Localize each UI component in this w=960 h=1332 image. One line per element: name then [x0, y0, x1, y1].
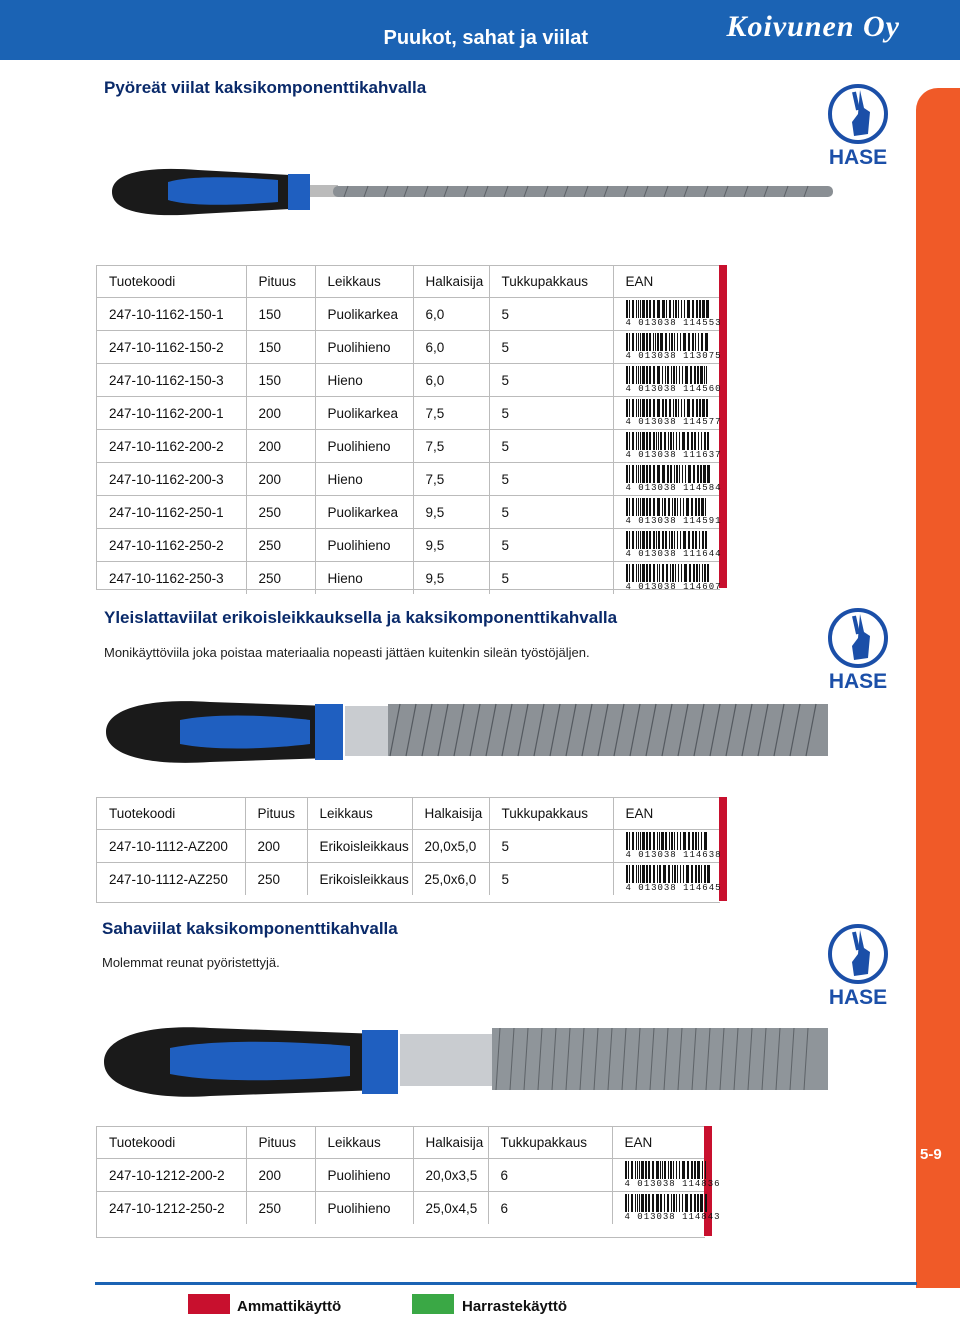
cell-product-code: 247-10-1162-150-3	[97, 364, 246, 397]
col-ean: EAN	[624, 1134, 653, 1150]
ean-number: 4 013038 114836	[624, 1179, 721, 1189]
ean-number: 4 013038 114607	[625, 582, 722, 592]
cell-length: 200	[245, 830, 307, 863]
table-row	[97, 830, 719, 863]
cell-length: 250	[246, 1192, 315, 1225]
side-tab	[916, 88, 960, 1288]
cell-diameter: 6,0	[413, 298, 489, 331]
table-row	[97, 430, 719, 463]
col-diameter: Halkaisija	[413, 1126, 488, 1159]
barcode-icon	[619, 1161, 709, 1179]
saw-file-image	[100, 1014, 840, 1106]
barcode-icon	[620, 498, 710, 516]
cell-ean	[613, 529, 722, 562]
legend-swatch-professional	[188, 1294, 230, 1314]
section-title-flat-files: Yleislattaviilat erikoisleikkauksella ja kaksikomponenttikahvalla	[104, 608, 618, 627]
table-body	[97, 830, 722, 896]
ean-number: 4 013038 114577	[625, 417, 722, 427]
saw-files-table	[97, 1126, 721, 1224]
col-length: Pituus	[246, 265, 315, 298]
cell-cut: Puolihieno	[315, 430, 413, 463]
cell-length: 200	[246, 397, 315, 430]
cell-cut: Puolihieno	[315, 331, 413, 364]
cell-product-code: 247-10-1162-200-1	[97, 397, 246, 430]
col-diameter: Halkaisija	[412, 797, 489, 830]
col-cut: Leikkaus	[315, 1126, 413, 1159]
col-pack: Tukkupakkaus	[489, 797, 613, 830]
cell-cut: Hieno	[315, 562, 413, 595]
barcode-icon	[620, 300, 710, 318]
hase-text: HASE	[828, 986, 888, 1009]
cell-cut: Puolihieno	[315, 529, 413, 562]
table-row	[97, 1192, 704, 1225]
col-product-code: Tuotekoodi	[97, 1126, 246, 1159]
ean-number: 4 013038 114638	[625, 850, 722, 860]
cell-length: 200	[246, 463, 315, 496]
col-ean: EAN	[625, 273, 654, 289]
cell-product-code: 247-10-1162-200-3	[97, 463, 246, 496]
cell-length: 200	[246, 1159, 315, 1192]
table-row	[97, 529, 719, 562]
table-row	[97, 496, 719, 529]
cell-pack: 5	[489, 863, 613, 896]
cell-diameter: 20,0x3,5	[413, 1159, 488, 1192]
legend-label-professional: Ammattikäyttö	[237, 1298, 342, 1315]
cell-pack: 6	[488, 1192, 612, 1225]
col-product-code: Tuotekoodi	[97, 797, 245, 830]
cell-cut: Puolikarkea	[315, 496, 413, 529]
col-ean: EAN	[625, 805, 654, 821]
cell-pack: 5	[489, 463, 613, 496]
flat-files-table	[97, 797, 722, 895]
cell-cut: Puolikarkea	[315, 397, 413, 430]
cell-length: 150	[246, 331, 315, 364]
table-body	[97, 1159, 721, 1225]
ean-number: 4 013038 114584	[625, 483, 722, 493]
cell-pack: 5	[489, 331, 613, 364]
cell-diameter: 7,5	[413, 397, 489, 430]
col-pack: Tukkupakkaus	[488, 1126, 612, 1159]
table-row	[97, 863, 719, 896]
barcode-icon	[619, 1194, 709, 1212]
hase-text: HASE	[828, 146, 888, 169]
ean-number: 4 013038 114560	[625, 384, 722, 394]
cell-ean	[613, 463, 722, 496]
cell-pack: 5	[489, 397, 613, 430]
cell-ean	[613, 298, 722, 331]
cell-ean	[613, 562, 722, 595]
table-row	[97, 364, 719, 397]
cell-pack: 6	[488, 1159, 612, 1192]
cell-ean	[613, 364, 722, 397]
header-title: Puukot, sahat ja viilat	[383, 27, 588, 49]
col-cut: Leikkaus	[315, 265, 413, 298]
cell-length: 150	[246, 364, 315, 397]
table-row	[97, 397, 719, 430]
cell-ean	[613, 496, 722, 529]
ean-number: 4 013038 113075	[625, 351, 722, 361]
hare-icon	[818, 82, 898, 146]
cell-cut: Puolikarkea	[315, 298, 413, 331]
cell-product-code: 247-10-1212-200-2	[97, 1159, 246, 1192]
barcode-icon	[620, 333, 710, 351]
cell-length: 250	[246, 496, 315, 529]
cell-length: 200	[246, 430, 315, 463]
barcode-icon	[620, 465, 710, 483]
hare-icon	[818, 606, 898, 670]
section-title-round-files: Pyöreät viilat kaksikomponenttikahvalla	[104, 78, 427, 97]
ean-number: 4 013038 111644	[625, 549, 722, 559]
ean-number: 4 013038 114645	[625, 883, 722, 893]
col-length: Pituus	[246, 1126, 315, 1159]
cell-length: 250	[246, 562, 315, 595]
cell-pack: 5	[489, 364, 613, 397]
cell-diameter: 7,5	[413, 430, 489, 463]
col-product-code: Tuotekoodi	[97, 265, 246, 298]
col-pack: Tukkupakkaus	[489, 265, 613, 298]
barcode-icon	[620, 531, 710, 549]
footer-rule	[95, 1282, 917, 1285]
round-file-image	[108, 152, 838, 226]
cell-product-code: 247-10-1162-150-1	[97, 298, 246, 331]
cell-cut: Puolihieno	[315, 1192, 413, 1225]
cell-pack: 5	[489, 562, 613, 595]
col-length: Pituus	[245, 797, 307, 830]
cell-length: 250	[245, 863, 307, 896]
cell-diameter: 6,0	[413, 364, 489, 397]
table-header-row	[97, 1126, 704, 1159]
barcode-icon	[620, 432, 710, 450]
barcode-icon	[620, 865, 710, 883]
section-description: Monikäyttöviila joka poistaa materiaalia nopeasti jättäen kuitenkin sileän työstöjäljen.	[104, 645, 590, 660]
cell-ean	[612, 1159, 721, 1192]
cell-product-code: 247-10-1162-150-2	[97, 331, 246, 364]
cell-product-code: 247-10-1162-250-3	[97, 562, 246, 595]
cell-product-code: 247-10-1212-250-2	[97, 1192, 246, 1225]
cell-ean	[612, 1192, 721, 1225]
cell-ean	[613, 331, 722, 364]
cell-diameter: 9,5	[413, 562, 489, 595]
cell-product-code: 247-10-1112-AZ200	[97, 830, 245, 863]
cell-pack: 5	[489, 830, 613, 863]
table-row	[97, 331, 719, 364]
page-number: 5-9	[920, 1146, 942, 1163]
cell-diameter: 7,5	[413, 463, 489, 496]
cell-ean	[613, 397, 722, 430]
flat-file-image	[100, 690, 840, 774]
company-logo: Koivunen Oy	[726, 10, 900, 43]
cell-length: 150	[246, 298, 315, 331]
cell-diameter: 9,5	[413, 529, 489, 562]
ean-number: 4 013038 114843	[624, 1212, 721, 1222]
hase-logo	[818, 922, 898, 1022]
table-row	[97, 298, 719, 331]
barcode-icon	[620, 399, 710, 417]
cell-cut: Puolihieno	[315, 1159, 413, 1192]
hase-text: HASE	[828, 670, 888, 693]
cell-diameter: 20,0x5,0	[412, 830, 489, 863]
cell-pack: 5	[489, 529, 613, 562]
table-body	[97, 298, 722, 595]
table-header-row	[97, 797, 719, 830]
legend-label-hobby: Harrastekäyttö	[462, 1298, 568, 1315]
cell-pack: 5	[489, 298, 613, 331]
ean-number: 4 013038 114591	[625, 516, 722, 526]
cell-cut: Erikoisleikkaus	[307, 830, 412, 863]
col-cut: Leikkaus	[307, 797, 412, 830]
cell-cut: Hieno	[315, 463, 413, 496]
round-files-table	[97, 265, 722, 594]
barcode-icon	[620, 366, 710, 384]
section-title-saw-files: Sahaviilat kaksikomponenttikahvalla	[102, 919, 398, 938]
hare-icon	[818, 922, 898, 986]
table-row	[97, 562, 719, 595]
cell-pack: 5	[489, 430, 613, 463]
ean-number: 4 013038 111637	[625, 450, 722, 460]
cell-pack: 5	[489, 496, 613, 529]
cell-diameter: 25,0x6,0	[412, 863, 489, 896]
table-row	[97, 1159, 704, 1192]
cell-cut: Hieno	[315, 364, 413, 397]
cell-diameter: 9,5	[413, 496, 489, 529]
col-diameter: Halkaisija	[413, 265, 489, 298]
cell-ean	[613, 830, 722, 863]
cell-cut: Erikoisleikkaus	[307, 863, 412, 896]
cell-product-code: 247-10-1112-AZ250	[97, 863, 245, 896]
barcode-icon	[620, 564, 710, 582]
cell-diameter: 25,0x4,5	[413, 1192, 488, 1225]
cell-product-code: 247-10-1162-250-1	[97, 496, 246, 529]
cell-ean	[613, 430, 722, 463]
cell-product-code: 247-10-1162-200-2	[97, 430, 246, 463]
legend-swatch-hobby	[412, 1294, 454, 1314]
barcode-icon	[620, 832, 710, 850]
cell-diameter: 6,0	[413, 331, 489, 364]
cell-length: 250	[246, 529, 315, 562]
cell-product-code: 247-10-1162-250-2	[97, 529, 246, 562]
ean-number: 4 013038 114553	[625, 318, 722, 328]
table-row	[97, 463, 719, 496]
table-header-row	[97, 265, 719, 298]
cell-ean	[613, 863, 722, 896]
page-header	[0, 0, 960, 60]
section-description: Molemmat reunat pyöristettyjä.	[102, 955, 280, 970]
